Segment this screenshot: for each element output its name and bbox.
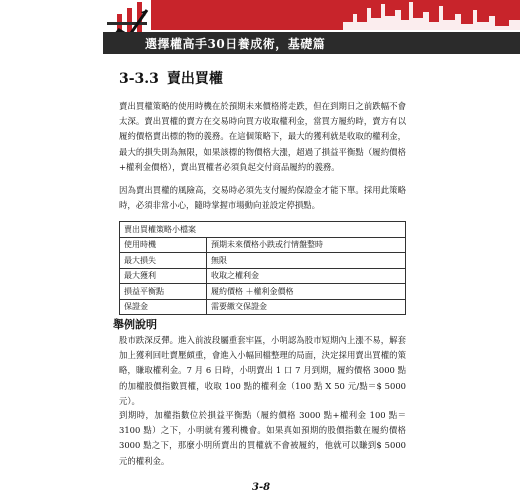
section-title: 賣出買權: [166, 71, 223, 87]
header-red-band: [103, 0, 520, 30]
table-caption-row: [120, 222, 406, 238]
table-row: [120, 253, 406, 269]
table-row-label: 保證金: [120, 299, 207, 315]
table-row-value: 履約價格 ＋權利金價格: [207, 284, 406, 300]
table-row-label: 使用時機: [120, 237, 207, 253]
header-title-bar: [103, 32, 520, 54]
city-skyline-graphic: [343, 0, 520, 30]
paragraph-strategy-description: 賣出買權策略的使用時機在於預期未來價格將走跌，但在到期日之前跌幅不會太深。賣出買權的賣方在交易時向買方收取權利金，當買方履約時，賣方有以履約價格賣出標的物的義務。在這個策略下，最大的獲利就是收取的權利金，最大的損失則為無限，如果該標的物價格大漲，超過了損益平衡點（履約價格+權利金價格），賣出買權者必須負起交付商品履約的義務。: [119, 101, 406, 172]
table-row: [120, 299, 406, 315]
paragraph-example-outcome: 到期時，加權指數位於損益平衡點（履約價格 3000 點+權利金 100 點＝3100 點）之下，小明就有獲利機會。如果真如預期的股價指數在履約價格 3000 點之下，那麼小明所賣出的買權就不會被履約，他就可以賺到$ 5000 元的權利金。: [119, 410, 406, 466]
strategy-summary-table: [119, 221, 406, 315]
table-row-value: 無限: [207, 253, 406, 269]
table-row: [120, 284, 406, 300]
table-row-value: 需要繳交保證金: [207, 299, 406, 315]
table-row-label: 最大損失: [120, 253, 207, 269]
section-number: 3-3.3: [119, 71, 159, 87]
table-row-value: 預期未來價格小跌或行情盤整時: [207, 237, 406, 253]
example-heading: 舉例說明: [113, 318, 157, 331]
book-title: 選擇權高手30日養成術，基礎篇: [145, 37, 326, 51]
table-row: [120, 237, 406, 253]
table-row-label: 最大獲利: [120, 268, 207, 284]
section-heading: [119, 68, 223, 88]
table-caption: 賣出買權策略小檔案: [120, 222, 406, 238]
table-row-value: 收取之權利金: [207, 268, 406, 284]
table-row-label: 損益平衡點: [120, 284, 207, 300]
paragraph-risk-note: 因為賣出買權的風險高，交易時必須先支付履約保證金才能下單。採用此策略時，必須非常小心，隨時掌握市場動向並設定停損點。: [119, 185, 406, 211]
page-number: 3-8: [252, 482, 271, 493]
paragraph-example-scenario: 股市跌深反彈。進入前波段屬重套牢區，小明認為股市短期內上漲不易，解套加上獲利回吐賣壓頗重，會進入小幅回檔整理的局面，決定採用賣出買權的策略，賺取權利金。7 月 6 日時，小明賣出 1 口 7 月到期，履約價格 3000 點的加權股價指數買權，收取 100 點的權利金（100 點 X 50 元/點＝$ 5000 元）。: [119, 335, 406, 406]
table-row: [120, 268, 406, 284]
